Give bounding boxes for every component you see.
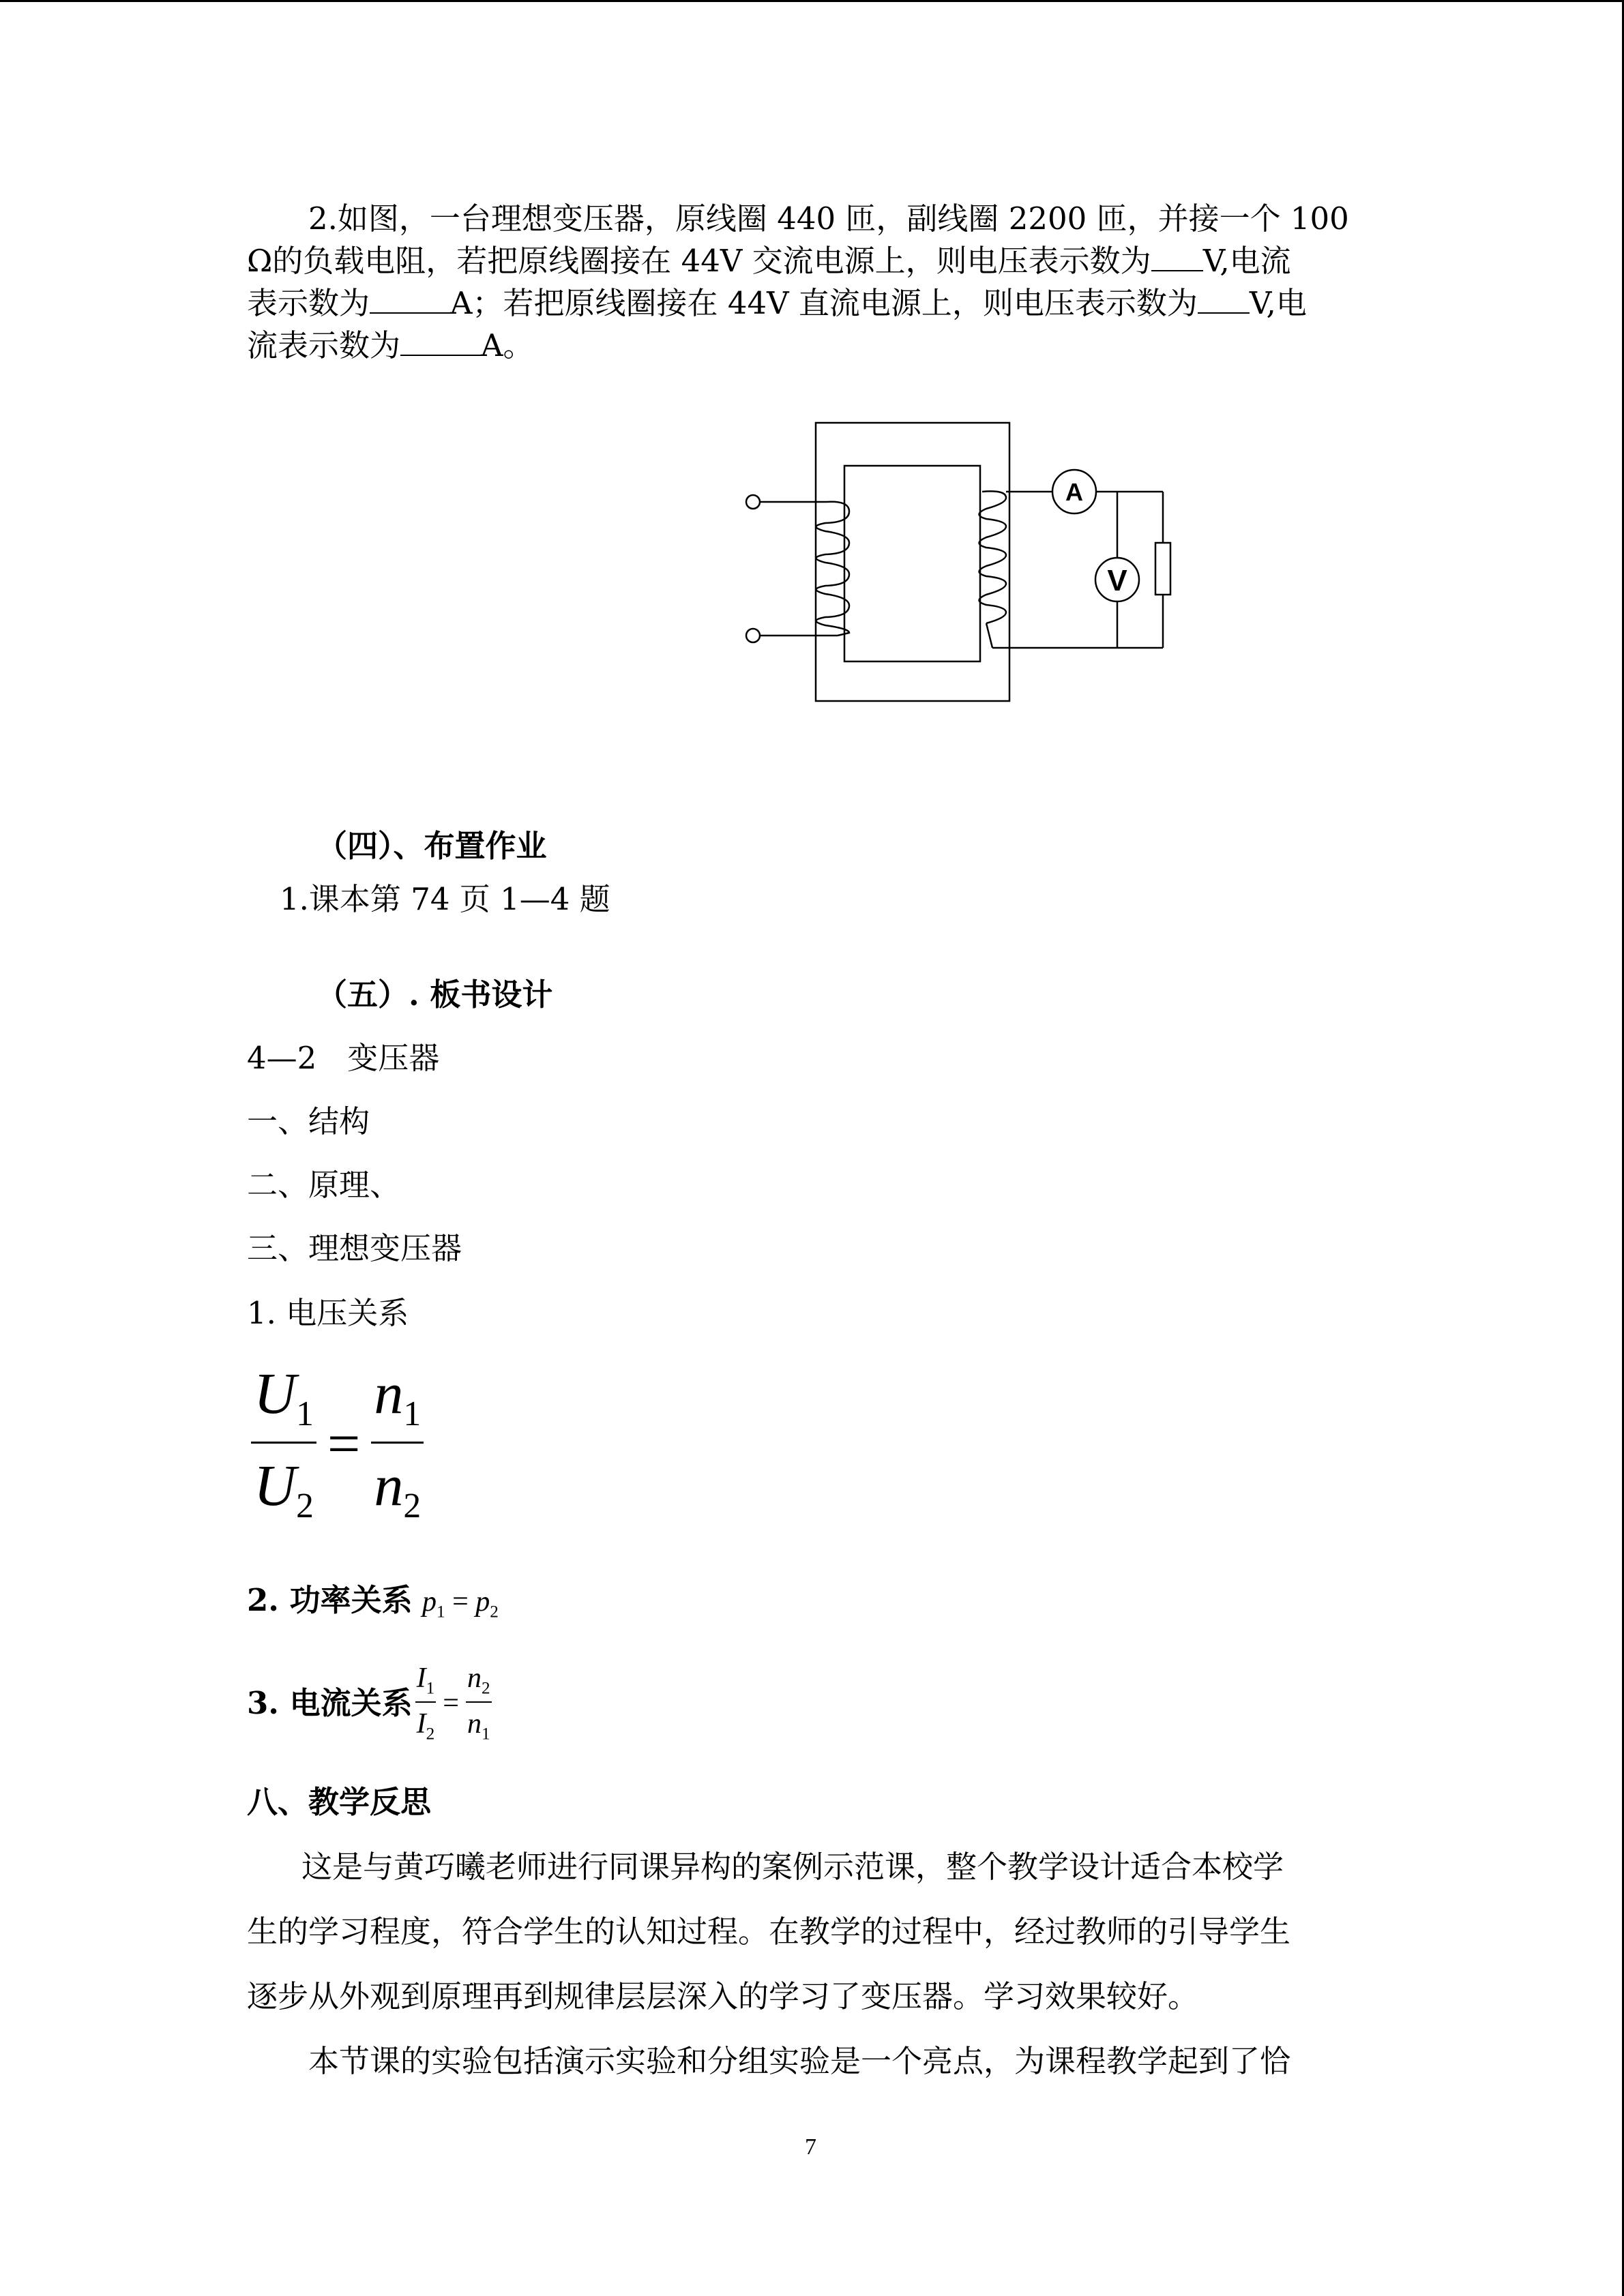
reflection-para1-line2: 生的学习程度，符合学生的认知过程。在教学的过程中，经过教师的引导学生 [247, 1913, 1291, 1950]
problem2-line2-text: Ω的负载电阻，若把原线圈接在 44V 交流电源上，则电压表示数为 [247, 243, 1151, 279]
page-number: 7 [805, 2134, 816, 2160]
problem2-line4 [247, 325, 534, 367]
answer-blank-3[interactable] [1198, 285, 1250, 314]
power-relation-formula: $p_1 = p_2$ [422, 1586, 499, 1622]
equals-sign: = [327, 1411, 361, 1477]
answer-blank-1[interactable] [1151, 243, 1203, 271]
transformer-circuit-diagram [737, 416, 1180, 716]
problem2-line1: 2.如图，一台理想变压器，原线圈 440 匝，副线圈 2200 匝，并接一个 100 [308, 200, 1349, 237]
core-inner [844, 466, 980, 661]
voltage-ratio-fraction: $\frac{U_1}{U_2}$ [251, 1364, 316, 1524]
ammeter-label: A [1065, 478, 1083, 506]
power-relation [247, 1579, 499, 1633]
voltmeter-label: V [1107, 564, 1127, 597]
voltage-relation-label: 1. 电压关系 [247, 1295, 409, 1331]
board-title: 4—2 变压器 [247, 1040, 440, 1076]
board-section-principle: 二、原理、 [247, 1167, 401, 1203]
power-relation-label: 2. 功率关系 [247, 1582, 413, 1618]
reflection-heading: 八、教学反思 [247, 1784, 432, 1820]
problem2-line2 [247, 240, 1291, 282]
homework-heading: （四）、布置作业 [316, 828, 547, 864]
problem2-line4-unit: A。 [481, 327, 534, 363]
problem2-line3-mid: A；若把原线圈接在 44V 直流电源上，则电压表示数为 [450, 285, 1198, 321]
board-section-ideal: 三、理想变压器 [247, 1230, 462, 1266]
current-relation-label: 3. 电流关系 [247, 1684, 413, 1721]
problem2-line2-unit: V,电流 [1202, 243, 1291, 279]
problem2-line4-text: 流表示数为 [247, 327, 401, 363]
secondary-coil [979, 491, 1007, 623]
board-section-structure: 一、结构 [247, 1103, 370, 1139]
problem2-line3 [247, 282, 1307, 325]
input-terminal-bottom [746, 629, 760, 642]
reflection-para1-line1: 这是与黄巧曦老师进行同课异构的案例示范课，整个教学设计适合本校学 [301, 1849, 1284, 1885]
problem2-line3-unit: V,电 [1249, 285, 1307, 321]
answer-blank-2[interactable] [370, 285, 450, 314]
answer-blank-4[interactable] [400, 327, 481, 356]
homework-item-1: 1.课本第 74 页 1—4 题 [280, 881, 610, 917]
page-top-border [0, 0, 1624, 2]
reflection-para2-line1: 本节课的实验包括演示实验和分组实验是一个亮点，为课程教学起到了恰 [308, 2043, 1291, 2079]
voltage-relation-formula [251, 1360, 424, 1525]
reflection-para1-line3: 逐步从外观到原理再到规律层层深入的学习了变压器。学习效果较好。 [247, 1978, 1199, 2014]
problem2-line3-text: 表示数为 [247, 285, 370, 321]
load-resistor [1155, 543, 1170, 595]
turns-ratio-fraction: $\frac{n_1}{n_2}$ [371, 1364, 424, 1524]
input-terminal-top [746, 495, 760, 509]
board-heading: （五）. 板书设计 [316, 976, 553, 1013]
current-relation [247, 1664, 492, 1742]
current-relation-formula: $\frac{I_1}{I_2}$ = $\frac{n_2}{n_1}$ [416, 1663, 490, 1743]
